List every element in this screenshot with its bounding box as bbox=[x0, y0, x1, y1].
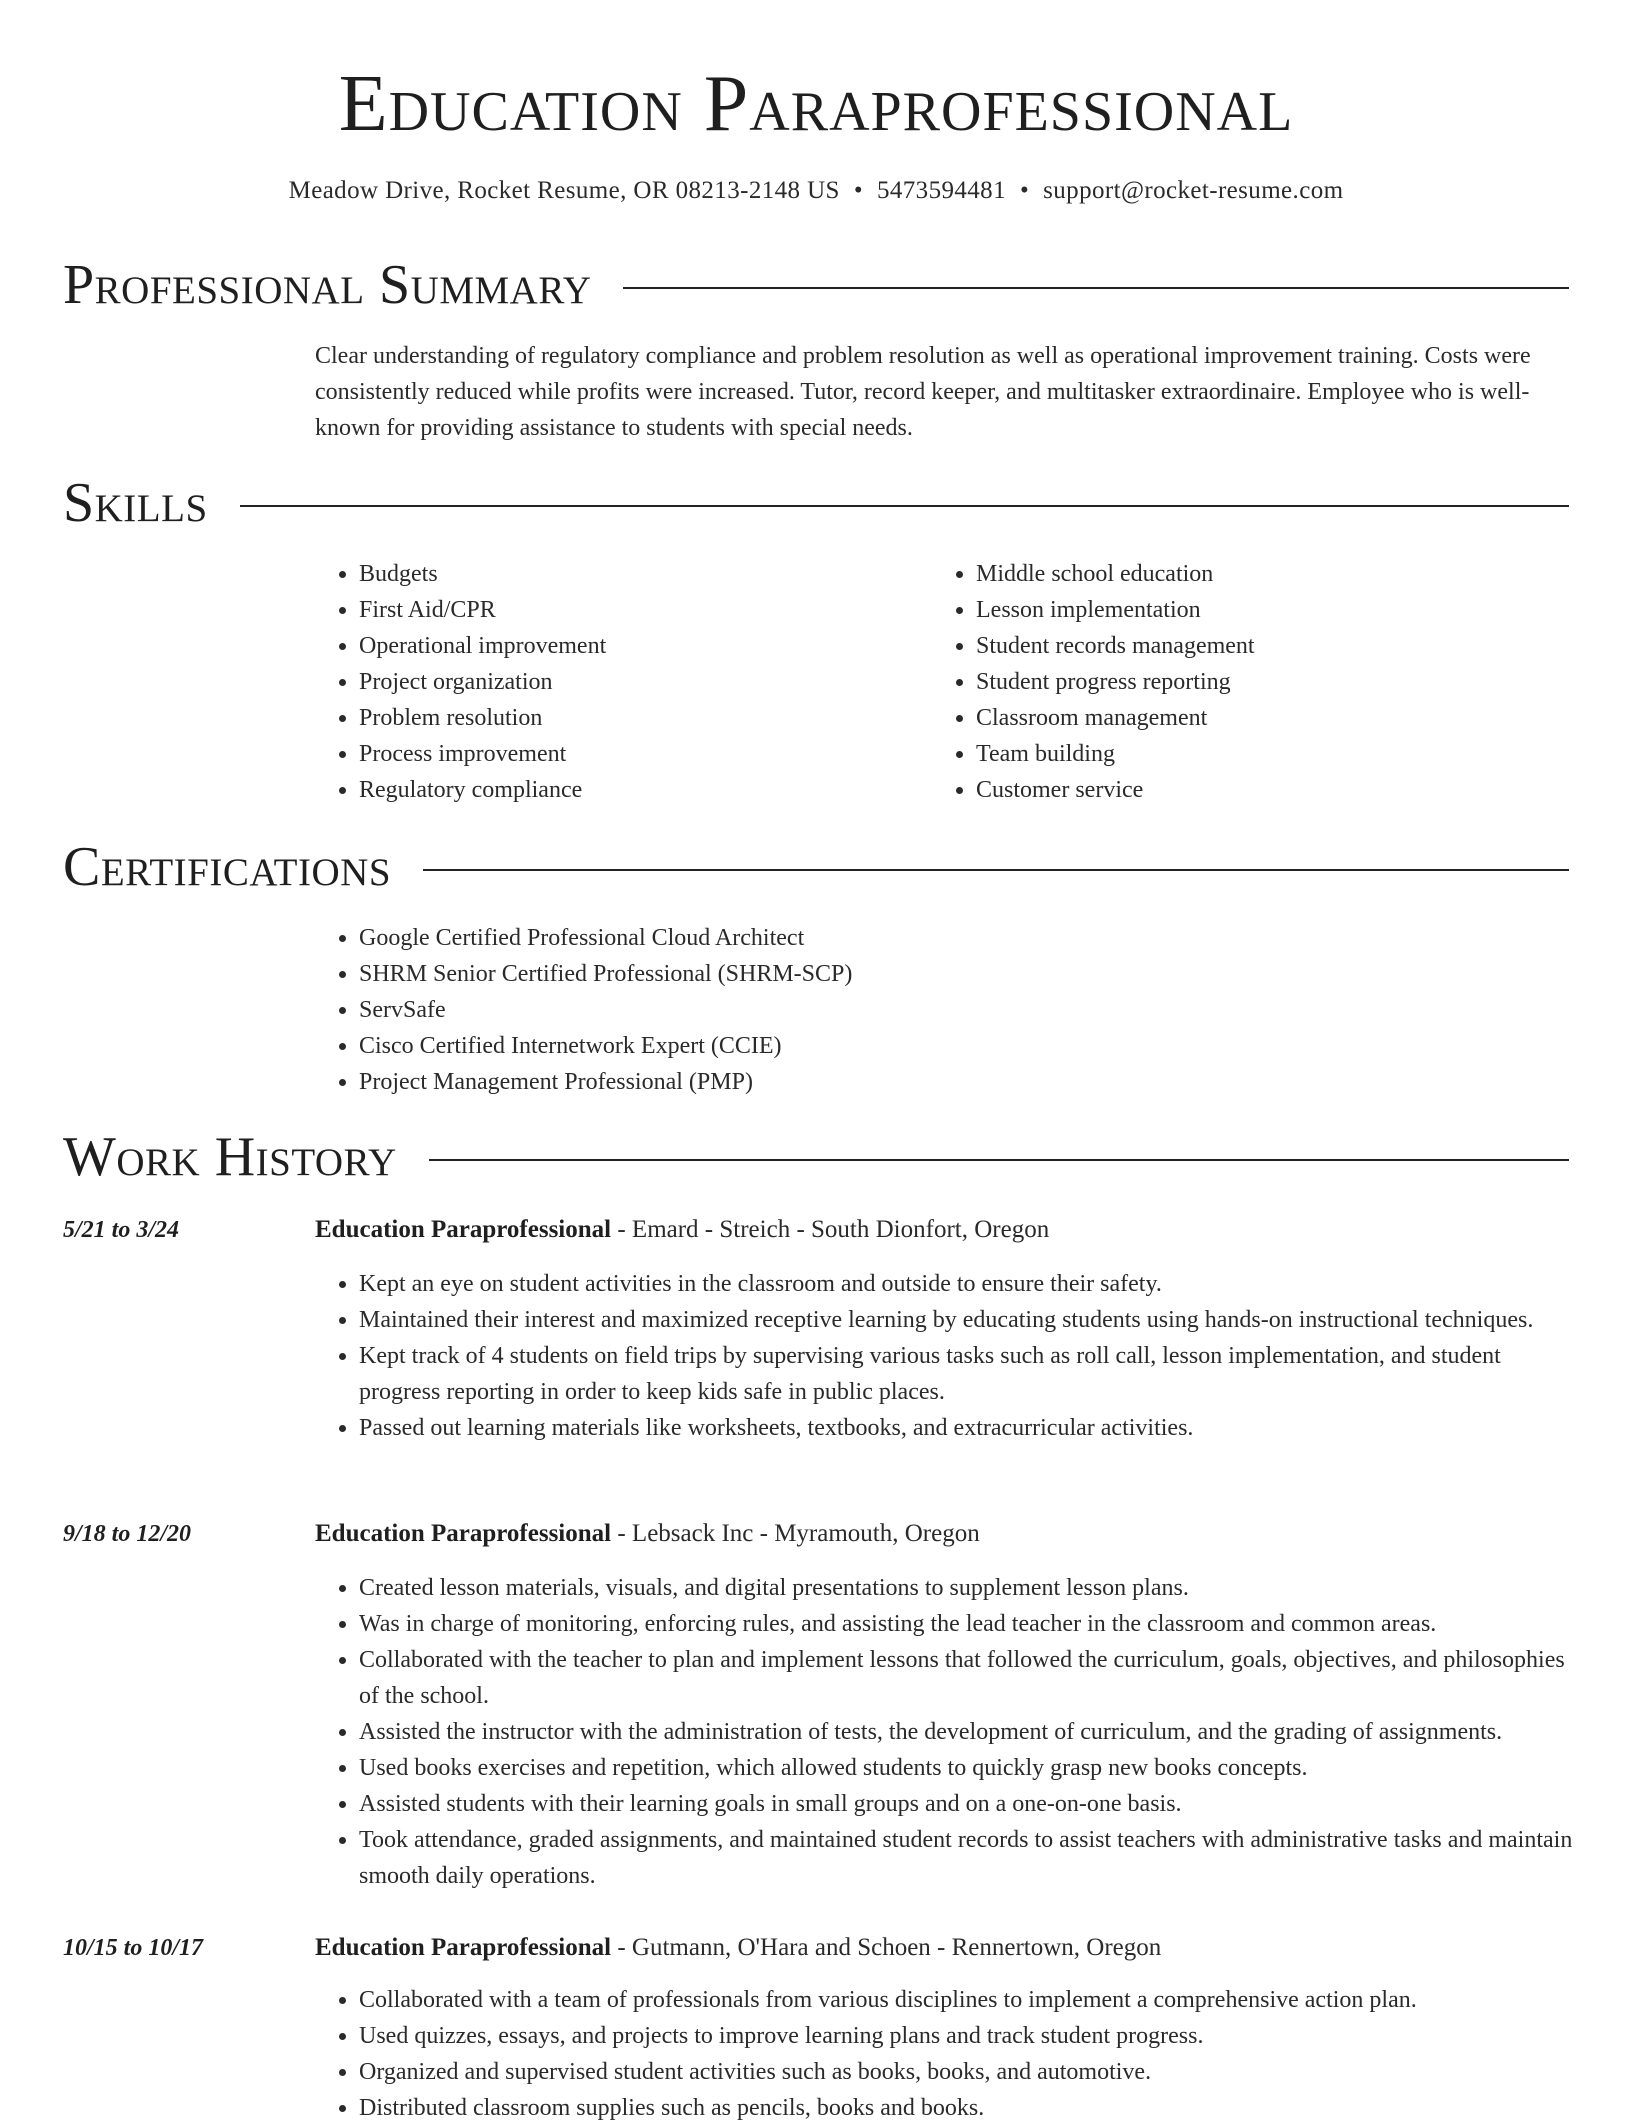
section-divider bbox=[429, 1159, 1569, 1161]
job-bullets-block bbox=[315, 1266, 1575, 1446]
summary-section-header bbox=[63, 250, 1569, 320]
skill-item: • Middle school education bbox=[976, 556, 1532, 592]
job-heading bbox=[315, 1930, 1575, 1966]
job-dates: 10/15 to 10/17 bbox=[63, 1935, 204, 1961]
skill-item: • Project organization bbox=[359, 664, 915, 700]
job-employer-location: - Lebsack Inc - Myramouth, Oregon bbox=[611, 1520, 980, 1547]
job-bullet-item: • Collaborated with a team of professionals from various disciplines to implement a comprehensive action plan. bbox=[359, 1982, 1575, 2018]
job-heading bbox=[315, 1516, 1575, 1552]
job-bullet-item: • Organized and supervised student activities such as books, books, and automotive. bbox=[359, 2054, 1575, 2090]
skills-heading: Skills bbox=[63, 472, 208, 534]
job-title: Education Paraprofessional bbox=[315, 1934, 612, 1961]
contact-address: Meadow Drive, Rocket Resume, OR 08213-2148 US bbox=[288, 177, 840, 204]
job-title: Education Paraprofessional bbox=[315, 1520, 612, 1547]
job-bullet-list bbox=[315, 1570, 1575, 1894]
certification-item: • SHRM Senior Certified Professional (SHRM-SCP) bbox=[359, 956, 1555, 992]
summary-text: Clear understanding of regulatory compliance and problem resolution as well as operational improvement training. Costs were consistently reduced while profits were increased. Tutor, record keeper, and multitasker extraordinaire. Employee who is well-known for providing assistance to students with special needs. bbox=[315, 343, 1531, 441]
job-bullet-item: • Took attendance, graded assignments, and maintained student records to assist teachers with administrative tasks and maintain smooth daily operations. bbox=[359, 1822, 1575, 1894]
certification-item: • Cisco Certified Internetwork Expert (CCIE) bbox=[359, 1028, 1555, 1064]
job-bullet-item: • Assisted students with their learning goals in small groups and on a one-on-one basis. bbox=[359, 1786, 1575, 1822]
job-dates: 5/21 to 3/24 bbox=[63, 1217, 180, 1243]
job-employer-location: - Emard - Streich - South Dionfort, Oregon bbox=[611, 1216, 1050, 1243]
skill-item: • Lesson implementation bbox=[976, 592, 1532, 628]
contact-separator: • bbox=[853, 177, 863, 204]
job-bullets-block bbox=[315, 1982, 1575, 2126]
certification-item: • ServSafe bbox=[359, 992, 1555, 1028]
certifications-list bbox=[315, 920, 1555, 1100]
job-bullet-item: • Kept track of 4 students on field trips by supervising various tasks such as roll call, lesson implementation, and student progress reporting in order to keep kids safe in public places. bbox=[359, 1338, 1575, 1410]
section-divider bbox=[240, 505, 1569, 507]
skill-item: • Classroom management bbox=[976, 700, 1532, 736]
job-heading bbox=[315, 1212, 1575, 1248]
skill-item: • Student progress reporting bbox=[976, 664, 1532, 700]
skill-item: • Customer service bbox=[976, 772, 1532, 808]
candidate-name: Education Paraprofessional bbox=[338, 60, 1294, 148]
job-employer-location: - Gutmann, O'Hara and Schoen - Rennertown, Oregon bbox=[611, 1934, 1162, 1961]
job-dates: 9/18 to 12/20 bbox=[63, 1521, 192, 1547]
skill-item: • Operational improvement bbox=[359, 628, 915, 664]
certification-item: • Google Certified Professional Cloud Architect bbox=[359, 920, 1555, 956]
job-bullet-item: • Was in charge of monitoring, enforcing rules, and assisting the lead teacher in the classroom and common areas. bbox=[359, 1606, 1575, 1642]
work-history-section-header bbox=[63, 1122, 1569, 1192]
job-bullet-item: • Used books exercises and repetition, which allowed students to quickly grasp new books concepts. bbox=[359, 1750, 1575, 1786]
certifications-section-header bbox=[63, 832, 1569, 902]
job-bullet-item: • Kept an eye on student activities in the classroom and outside to ensure their safety. bbox=[359, 1266, 1575, 1302]
job-bullet-item: • Created lesson materials, visuals, and digital presentations to supplement lesson plans. bbox=[359, 1570, 1575, 1606]
section-divider bbox=[423, 869, 1569, 871]
job-bullets-block bbox=[315, 1570, 1575, 1894]
certifications-heading: Certifications bbox=[63, 836, 392, 898]
skill-item: • Problem resolution bbox=[359, 700, 915, 736]
certification-item: • Project Management Professional (PMP) bbox=[359, 1064, 1555, 1100]
contact-email[interactable]: support@rocket-resume.com bbox=[1043, 177, 1344, 204]
skill-item: • Team building bbox=[976, 736, 1532, 772]
job-bullet-item: • Maintained their interest and maximized receptive learning by educating students using hands-on instructional techniques. bbox=[359, 1302, 1575, 1338]
job-bullet-item: • Used quizzes, essays, and projects to improve learning plans and track student progress. bbox=[359, 2018, 1575, 2054]
skills-list-left bbox=[315, 556, 915, 808]
work-history-heading: Work History bbox=[63, 1126, 397, 1188]
contact-separator: • bbox=[1019, 177, 1030, 204]
job-bullet-item: • Passed out learning materials like worksheets, textbooks, and extracurricular activities. bbox=[359, 1410, 1575, 1446]
job-bullet-list bbox=[315, 1982, 1575, 2126]
certifications-block bbox=[315, 920, 1555, 1100]
skill-item: • First Aid/CPR bbox=[359, 592, 915, 628]
skills-column-left bbox=[315, 556, 915, 808]
contact-phone: 5473594481 bbox=[876, 177, 1006, 204]
section-divider bbox=[623, 287, 1569, 289]
skills-list-right bbox=[932, 556, 1532, 808]
job-bullet-item: • Collaborated with the teacher to plan and implement lessons that followed the curriculum, goals, objectives, and philosophies of the school. bbox=[359, 1642, 1575, 1714]
skills-column-right bbox=[932, 556, 1532, 808]
job-bullet-item: • Assisted the instructor with the administration of tests, the development of curriculum, and the grading of assignments. bbox=[359, 1714, 1575, 1750]
skill-item: • Student records management bbox=[976, 628, 1532, 664]
summary-heading: Professional Summary bbox=[63, 254, 592, 316]
skill-item: • Budgets bbox=[359, 556, 915, 592]
skill-item: • Regulatory compliance bbox=[359, 772, 915, 808]
skill-item: • Process improvement bbox=[359, 736, 915, 772]
job-bullet-list bbox=[315, 1266, 1575, 1446]
job-title: Education Paraprofessional bbox=[315, 1216, 612, 1243]
skills-section-header bbox=[63, 468, 1569, 538]
contact-line bbox=[0, 174, 1632, 208]
job-bullet-item: • Distributed classroom supplies such as pencils, books and books. bbox=[359, 2090, 1575, 2126]
